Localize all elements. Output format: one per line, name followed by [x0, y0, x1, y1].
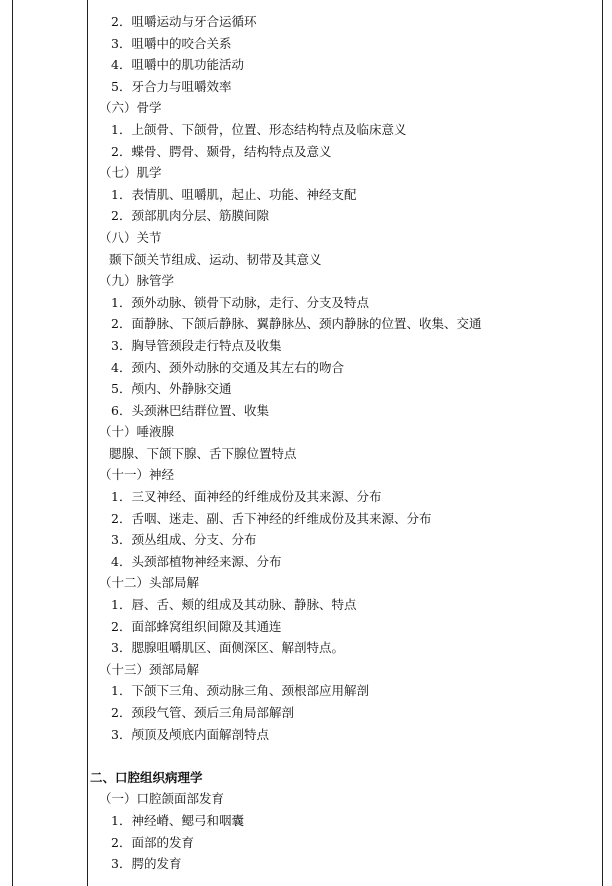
table-column-divider	[87, 0, 88, 886]
section-subheading: （九）脉管学	[99, 273, 175, 289]
outline-item: 3．颅顶及颅底内面解剖特点	[111, 726, 269, 742]
outline-item: 2．蝶骨、腭骨、颞骨，结构特点及意义	[111, 143, 332, 159]
outline-item: 3．胸导管颈段走行特点及收集	[111, 337, 282, 353]
outline-item: 4．咀嚼中的肌功能活动	[111, 57, 244, 73]
section-subheading: （十三）颈部局解	[99, 661, 200, 677]
table-right-border	[602, 0, 603, 886]
section-subheading: （七）肌学	[99, 165, 162, 181]
outline-item: 5．颅内、外静脉交通	[111, 381, 232, 397]
outline-item: 1．表情肌、咀嚼肌，起止、功能、神经支配	[111, 186, 357, 202]
table-left-border	[12, 0, 13, 886]
outline-item: 3．腮腺咀嚼肌区、面侧深区、解剖特点。	[111, 640, 344, 656]
syllabus-content	[90, 11, 602, 875]
outline-item: 3．咀嚼中的咬合关系	[111, 35, 232, 51]
section-subheading: （十二）头部局解	[99, 575, 200, 591]
outline-item: 2．面部蜂窝组织间隙及其通连	[111, 618, 282, 634]
outline-text: 颞下颌关节组成、运动、韧带及其意义	[109, 251, 322, 267]
outline-item: 1．颈外动脉、锁骨下动脉，走行、分支及特点	[111, 294, 369, 310]
outline-item: 6．头颈淋巴结群位置、收集	[111, 402, 269, 418]
section-subheading: （八）关节	[99, 229, 162, 245]
section-subheading: （一）口腔颌面部发育	[99, 791, 225, 807]
outline-item: 2．颈部肌肉分层、筋膜间隙	[111, 208, 269, 224]
outline-item: 4．颈内、颈外动脉的交通及其左右的吻合	[111, 359, 344, 375]
outline-item: 5．牙合力与咀嚼效率	[111, 78, 232, 94]
outline-item: 2．面静脉、下颌后静脉、翼静脉丛、颈内静脉的位置、收集、交通	[111, 316, 482, 332]
outline-item: 1．下颌下三角、颈动脉三角、颈根部应用解剖	[111, 683, 369, 699]
section-subheading: （六）骨学	[99, 100, 162, 116]
outline-item: 1．三叉神经、面神经的纤维成份及其来源、分布	[111, 489, 382, 505]
outline-text: 腮腺、下颌下腺、舌下腺位置特点	[109, 445, 297, 461]
section-heading: 二、口腔组织病理学	[90, 769, 203, 785]
outline-item: 4．头颈部植物神经来源、分布	[111, 553, 282, 569]
outline-item: 2．咀嚼运动与牙合运循环	[111, 14, 257, 29]
section-subheading: （十）唾液腺	[99, 424, 175, 440]
outline-item: 1．唇、舌、颊的组成及其动脉、静脉、特点	[111, 597, 357, 613]
spacer	[94, 745, 602, 767]
outline-item: 3．颈丛组成、分支、分布	[111, 532, 257, 548]
outline-item: 1．神经嵴、鳃弓和咽囊	[111, 812, 244, 828]
outline-item: 2．舌咽、迷走、副、舌下神经的纤维成份及其来源、分布	[111, 510, 432, 526]
outline-item: 2．面部的发育	[111, 834, 194, 850]
outline-item: 1．上颌骨、下颌骨，位置、形态结构特点及临床意义	[111, 121, 407, 137]
outline-item: 2．颈段气管、颈后三角局部解剖	[111, 705, 294, 720]
outline-item: 3．腭的发育	[111, 856, 182, 872]
section-subheading: （十一）神经	[99, 467, 175, 483]
